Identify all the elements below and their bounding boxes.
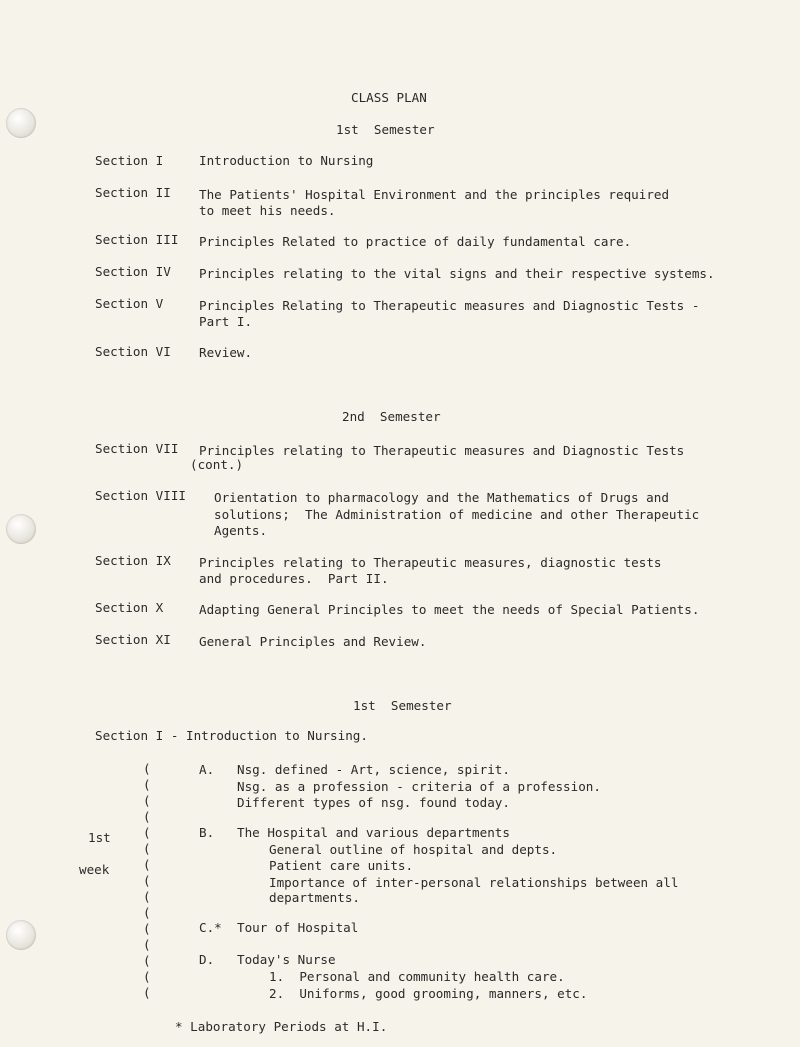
section-label: Section V xyxy=(95,296,164,311)
section-text: Orientation to pharmacology and the Mathematics of Drugs and xyxy=(214,490,669,505)
punch-hole xyxy=(6,514,36,544)
bracket: ( xyxy=(143,841,151,856)
section-text: Principles Relating to Therapeutic measures and Diagnostic Tests - xyxy=(199,298,700,313)
bracket: ( xyxy=(143,825,151,840)
section-text: solutions; The Administration of medicine and other Therapeutic xyxy=(214,507,700,522)
bracket: ( xyxy=(143,953,151,968)
section-text: Agents. xyxy=(214,523,268,538)
item-subline: General outline of hospital and depts. xyxy=(269,842,558,857)
section-text: The Patients' Hospital Environment and the principles required xyxy=(199,187,670,202)
section-text: Part I. xyxy=(199,314,253,329)
item-subline: departments. xyxy=(269,890,360,905)
section-label: Section XI xyxy=(95,632,171,647)
week-label: week xyxy=(79,862,110,877)
item-title: Tour of Hospital xyxy=(237,920,359,935)
section-text: Principles relating to the vital signs and their respective systems. xyxy=(199,266,715,281)
section-label: Section III xyxy=(95,232,179,247)
section-label: Section VIII xyxy=(95,488,186,503)
footnote: * Laboratory Periods at H.I. xyxy=(175,1019,388,1034)
bracket: ( xyxy=(143,921,151,936)
section-text: Principles Related to practice of daily fundamental care. xyxy=(199,234,632,249)
item-marker: C.* xyxy=(199,920,222,935)
section-text: Adapting General Principles to meet the needs of Special Patients. xyxy=(199,602,700,617)
bracket: ( xyxy=(143,905,151,920)
page-title: CLASS PLAN xyxy=(351,90,427,105)
bracket: ( xyxy=(143,857,151,872)
section-label: Section X xyxy=(95,600,164,615)
bracket: ( xyxy=(143,777,151,792)
section-label: Section VI xyxy=(95,344,171,359)
section-label: Section VII xyxy=(95,441,179,456)
item-subline: Different types of nsg. found today. xyxy=(237,795,510,810)
item-marker: D. xyxy=(199,952,215,967)
bracket: ( xyxy=(143,761,151,776)
punch-hole xyxy=(6,108,36,138)
bracket: ( xyxy=(143,937,151,952)
section-label: Section I xyxy=(95,153,164,168)
item-title: Today's Nurse xyxy=(237,952,336,967)
item-title: The Hospital and various departments xyxy=(237,825,510,840)
punch-hole xyxy=(6,920,36,950)
semester-heading: 2nd Semester xyxy=(342,409,441,424)
section-label: Section IV xyxy=(95,264,171,279)
bracket: ( xyxy=(143,793,151,808)
item-marker: B. xyxy=(199,825,215,840)
item-subline: Importance of inter-personal relationships between all xyxy=(269,875,679,890)
bracket: ( xyxy=(143,985,151,1000)
item-title: Nsg. defined - Art, science, spirit. xyxy=(237,762,510,777)
section-text: General Principles and Review. xyxy=(199,634,427,649)
section-title: Section I - Introduction to Nursing. xyxy=(95,728,368,743)
section-text: Principles relating to Therapeutic measures and Diagnostic Tests xyxy=(199,443,685,458)
bracket: ( xyxy=(143,873,151,888)
section-text: Review. xyxy=(199,345,253,360)
section-text: Principles relating to Therapeutic measures, diagnostic tests xyxy=(199,555,662,570)
section-text: (cont.) xyxy=(190,457,244,472)
item-subline: 1. Personal and community health care. xyxy=(269,969,565,984)
item-subline: Nsg. as a profession - criteria of a profession. xyxy=(237,779,601,794)
section-text: and procedures. Part II. xyxy=(199,571,389,586)
section-label: Section II xyxy=(95,185,171,200)
week-label: 1st xyxy=(88,830,111,845)
bracket: ( xyxy=(143,969,151,984)
section-text: Introduction to Nursing xyxy=(199,153,374,168)
section-text: to meet his needs. xyxy=(199,203,336,218)
bracket: ( xyxy=(143,889,151,904)
section-label: Section IX xyxy=(95,553,171,568)
item-subline: 2. Uniforms, good grooming, manners, etc. xyxy=(269,986,588,1001)
semester-heading: 1st Semester xyxy=(353,698,452,713)
bracket: ( xyxy=(143,809,151,824)
item-subline: Patient care units. xyxy=(269,858,414,873)
semester-heading: 1st Semester xyxy=(336,122,435,137)
item-marker: A. xyxy=(199,762,215,777)
